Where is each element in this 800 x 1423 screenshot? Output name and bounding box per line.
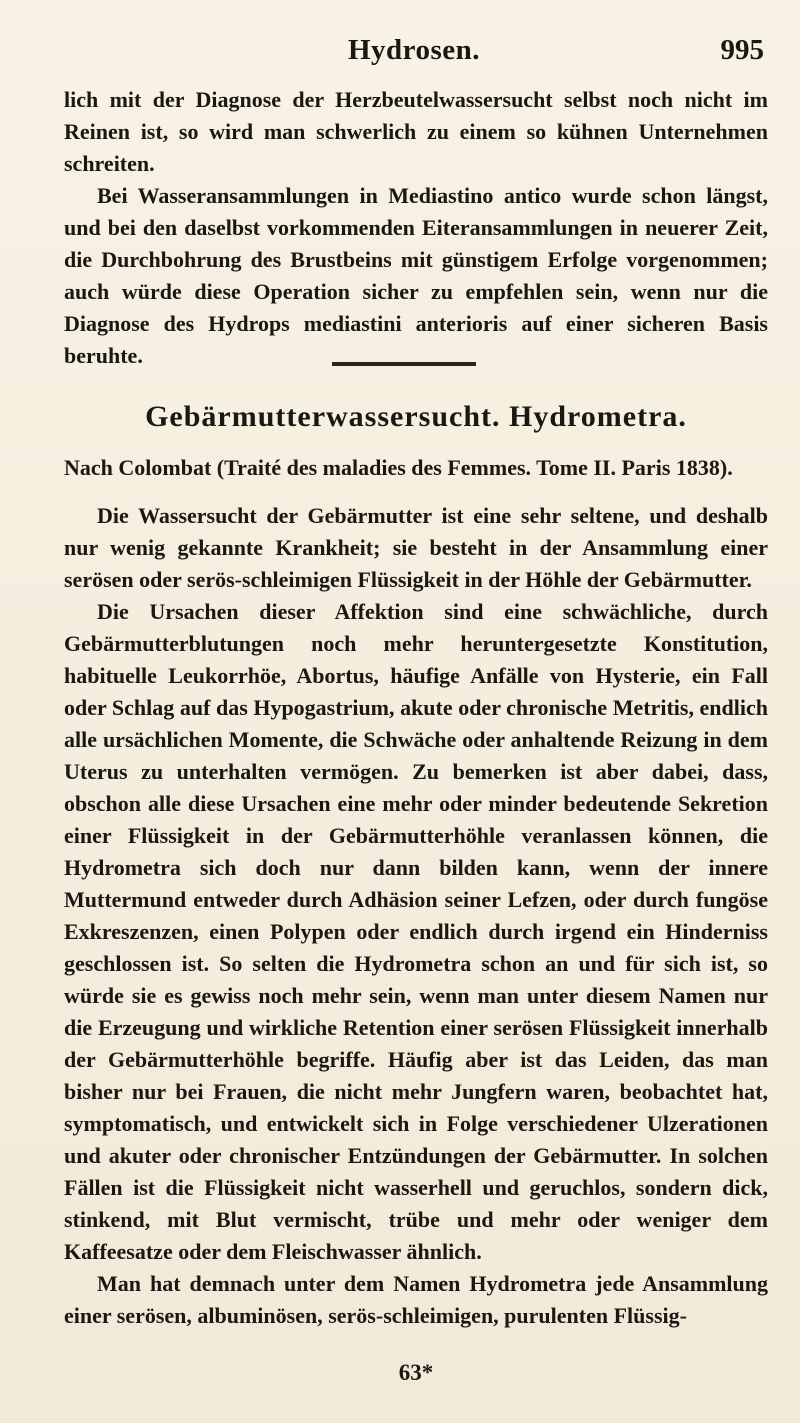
top-text-block (64, 84, 768, 372)
paragraph-continuation: lich mit der Diagnose der Herzbeutelwassersucht selbst noch nicht im Reinen ist, so wird man schwerlich zu einem so kühnen Unternehmen schreiten. (64, 87, 768, 176)
paragraph-causes: Die Ursachen dieser Affektion sind eine schwächliche, durch Gebärmutterblutungen noch mehr heruntergesetzte Konstitution, habituelle Leukorrhöe, Abortus, häufige Anfälle von Hysterie, ein Fall oder Schlag auf das Hypogastrium, akute oder chronische Metritis, endlich alle ursächlichen Momente, die Schwäche oder anhaltende Reizung in dem Uterus zu unterhalten vermögen. Zu bemerken ist aber dabei, dass, obschon alle diese Ursachen eine mehr oder minder bedeutende Sekretion einer Flüssigkeit in der Gebärmutterhöhle veranlassen können, die Hydrometra sich doch nur dann bilden kann, wenn der innere Muttermund entweder durch Adhäsion seiner Lefzen, oder durch fungöse Exkreszenzen, einen Polypen oder endlich durch irgend ein Hinderniss geschlossen ist. So selten die Hydrometra schon an und für sich ist, so würde sie es gewiss noch mehr sein, wenn man unter diesem Namen nur die Erzeugung und wirkliche Retention einer serösen Flüssigkeit innerhalb der Gebärmutterhöhle begriffe. Häufig aber ist das Leiden, das man bisher nur bei Frauen, die nicht mehr Jungfern waren, beobachtet hat, symptomatisch, und entwickelt sich in Folge verschiedener Ulzerationen und akuter oder chronischer Entzündungen der Gebärmutter. In solchen Fällen ist die Flüssigkeit nicht wasserhell und geruchlos, sondern dick, stinkend, mit Blut vermischt, trübe und mehr oder weniger dem Kaffeesatze oder dem Fleischwasser ähnlich. (64, 599, 768, 1264)
paragraph-mediastinum: Bei Wasseransammlungen in Mediastino antico wurde schon längst, und bei den daselbst vorkommenden Eiteransammlungen in neuerer Zeit, die Durchbohrung des Brustbeins mit günstigem Erfolge vorgenommen; auch würde diese Operation sicher zu empfehlen sein, wenn nur die Diagnose des Hydrops mediastini anterioris auf einer sicheren Basis beruhte. (64, 183, 768, 368)
section-source-citation: Nach Colombat (Traité des maladies des Femmes. Tome II. Paris 1838). (64, 455, 733, 480)
signature-mark: 63* (398, 1360, 434, 1385)
running-head-title: Hydrosen. (347, 34, 481, 66)
main-text-block (64, 500, 768, 1332)
paragraph-definition-cont: Man hat demnach unter dem Namen Hydrometra jede Ansammlung einer serösen, albuminösen, serös-schleimigen, purulenten Flüssig- (64, 1271, 768, 1328)
running-head (64, 34, 764, 74)
paragraph-definition: Die Wassersucht der Gebärmutter ist eine sehr seltene, und deshalb nur wenig gekannte Krankheit; sie besteht in der Ansammlung einer serösen oder serös-schleimigen Flüssigkeit in der Höhle der Gebärmutter. (64, 503, 768, 592)
section-divider-rule (332, 362, 476, 366)
section-title: Gebärmutterwassersucht. Hydrometra. (145, 400, 687, 433)
page-number: 995 (720, 34, 764, 66)
